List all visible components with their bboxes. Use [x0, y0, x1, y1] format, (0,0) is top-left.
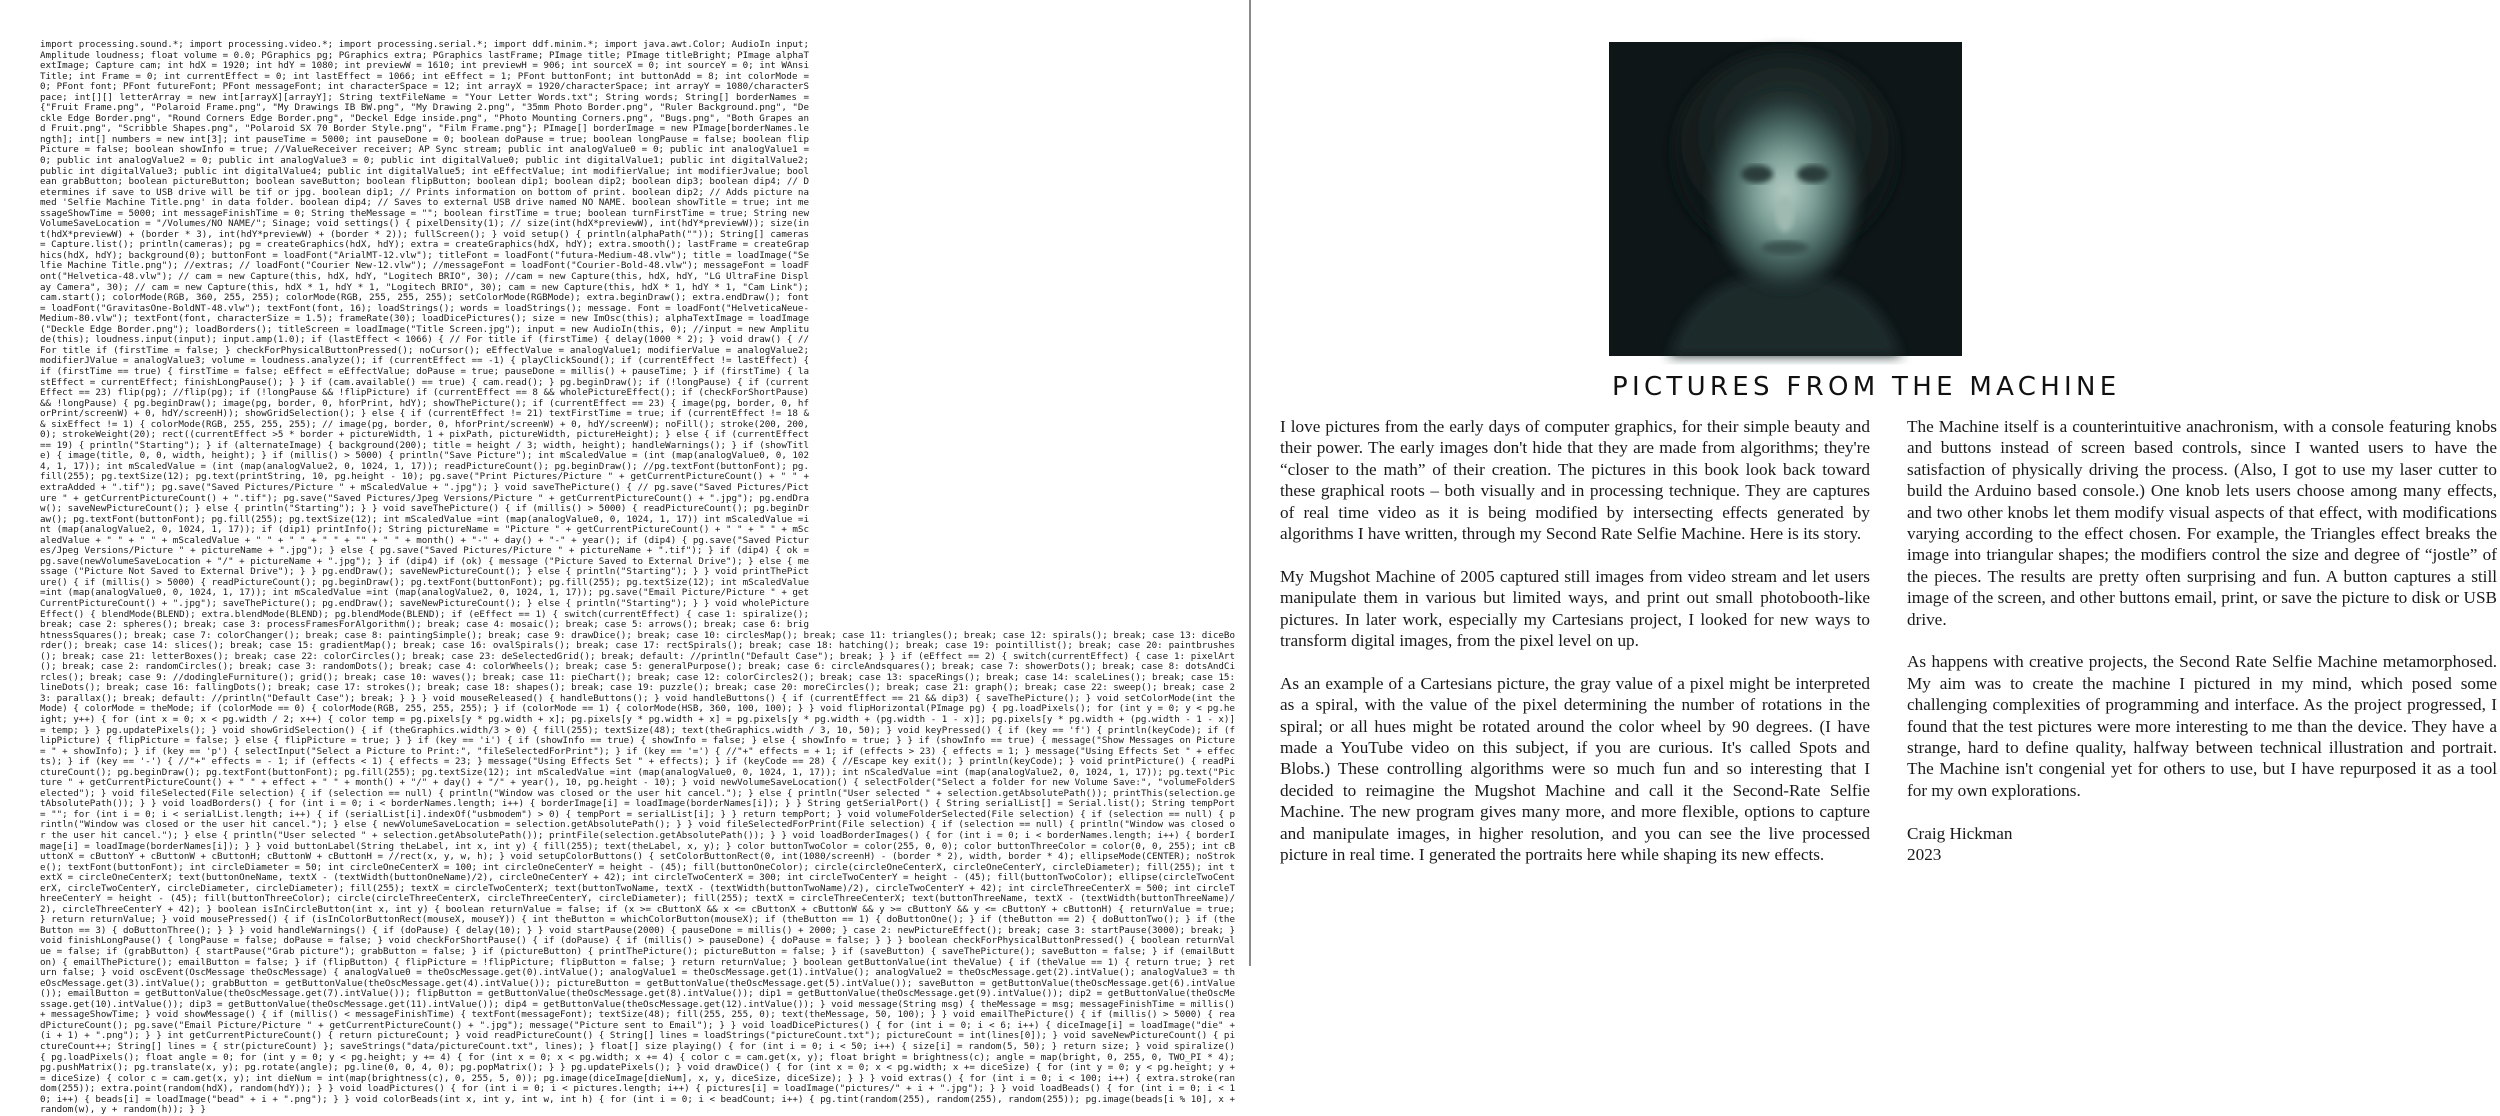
text-column-left — [1280, 416, 1870, 887]
text-column-right — [1907, 416, 2497, 866]
portrait-svg — [1609, 42, 1962, 356]
paragraph: My Mugshot Machine of 2005 captured still images from video stream and let users manipulate them in various but limited ways, and print out small photobooth-like pictures. In later work, especially my Cartesians project, I looked for new ways to transform digital images, from the pixel level on up. — [1280, 566, 1870, 651]
page-title: PICTURES FROM THE MACHINE — [1612, 372, 2121, 402]
paragraph: As an example of a Cartesians picture, the gray value of a pixel might be interpreted as a spiral, with the value of the pixel determining the number of rotations in the spiral; or all hues might be rotated around the color wheel by 90 degrees. (I have made a YouTube video on this subject, if you are curious. It's called Spots and Blobs.) These controlling algorithms were so much fun and so interesting that I decided to reimagine the Mugshot Machine and call it the Second-Rate Selfie Machine. The new program gives many more, and more flexible, options to capture and manipulate images, in higher resolution, and you can see the live processed picture in real time. I generated the portraits here while shaping its new effects. — [1280, 673, 1870, 865]
paragraph: The Machine itself is a counterintuitive anachronism, with a console featuring knobs and buttons instead of screen based controls, since I wanted users to have the satisfaction of physically driving the process. (Also, I got to use my laser cutter to build the Arduino based console.) One knob lets users choose among many effects, and two other knobs let them modify visual aspects of that effect, with modifications varying according to the effect chosen. For example, the Triangles effect breaks the image into triangular shapes; the modifiers control the size and degree of “jostle” of the pieces. The results are pretty often surprising and fun. A button captures a still image of the screen, and other buttons email, print, or save the picture to disk or USB drive. — [1907, 417, 2497, 629]
portrait-face-shape — [1711, 96, 1859, 288]
paragraph: As happens with creative projects, the Second Rate Selfie Machine metamorphosed. My aim was to create the machine I pictured in my mind, which posed some challenging complexities of programming and interface. As the project progressed, I found that the test pictures were more interesting to me than the device. They have a strange, hard to define quality, halfway between technical illustration and portrait. The Machine isn't congenial yet for others to use, but I have repurposed it as a tool for my own explorations. — [1907, 652, 2497, 800]
portrait-right-eye — [1797, 165, 1829, 183]
portrait-left-eye — [1741, 165, 1773, 183]
source-code-block — [40, 39, 1235, 1116]
book-spine — [1249, 0, 1251, 966]
author-name: Craig Hickman — [1907, 823, 2013, 843]
portrait-mouth — [1761, 241, 1809, 255]
code-layout-gap — [815, 508, 1235, 626]
author-year: 2023 — [1907, 845, 1942, 865]
left-page — [0, 0, 1248, 1116]
portrait-image — [1609, 42, 1962, 356]
portrait-nose — [1776, 196, 1794, 232]
source-code-text: import processing.sound.*; import processing.video.*; import processing.serial.*; import ddf.minim.*; import java.awt.Color; AudioIn input; Amplitude loudness; float volume = 0.0; PGraphics pg; PGraphics extra; PGraphics lastFrame; PImage title; PImage titleBright; PImage alphaTextImage; Capture cam; int hdX = 1920; int hdY = 1080; int previewW = 1610; int previewH = 906; int sourceX = 0; int sourceY = 0; int WAnsiTitle; int Frame = 0; int currentEffect = 0; int lastEffect = 1066; int eEffect = 1; PFont buttonFont; int buttonAdd = 8; int colorMode = 0; PFont font; PFont futureFont; PFont messageFont; int characterSpace = 12; int arrayX = 1920/characterSpace; int arrayY = 1080/characterSpace; int[][] letterArray = new int[arrayX][arrayY]; String textFileName = "Your Letter Words.txt"; String words; String[] borderNames = {"Fruit Frame.png", "Polaroid Frame.png", "My Drawings IB BW.png", "My Drawing 2.png", "35mm Photo Border.png", "Ruler Background.png", "Deckle Edge Border.png", "Round Corners Edge Border.png", "Deckel Edge inside.png", "Photo Mounting Corners.png", "Bugs.png", "Both Grapes and Fruit.png", "Scribble Shapes.png", "Polaroid SX 70 Border Style.png", "Film Frame.png"}; PImage[] borderImage = new PImage[borderNames.length]; int[] numbers = new int[3]; int pauseTime = 5000; int pauseDone = 0; boolean doPause = true; boolean longPause = false; boolean flipPicture = false; boolean showInfo = true; //ValueReceiver receiver; AP Sync stream; public int analogValue0 = 0; public int analogValue1 = 0; public int analogValue2 = 0; public int analogValue3 = 0; public int digitalValue0; public int digitalValue1; public int digitalValue2; public int digitalValue3; public int digitalValue4; public int digitalValue5; int eEffectValue; int modifierValue; int modifierJvalue; boolean grabButton; boolean pictureButton; boolean saveButton; boolean flipButton; boolean dip1; boolean dip2; boolean dip3; boolean dip4; // Determines if save to USB drive will be tif or jpg. boolean dip1; // Prints information on bottom of print. boolean dip2; // Adds picture named 'Selfie Machine Title.png' in data folder. boolean dip4; // Saves to external USB drive named NO NAME. boolean showTitle = true; int messageShowTime = 5000; int messageFinishTime = 0; String theMessage = ""; boolean firstTime = true; boolean turnFirstTime = true; String newVolumeSaveLocation = "/Volumes/NO NAME/"; Sinage; void settings() { pixelDensity(1); // size(int(hdX*previewW), int(hdY*previewW)); size(int(hdX*previewW) + (border * 3), int(hdY*previewW) + (border * 2)); fullScreen(); } void setup() { println(alphaPath("")); String[] cameras = Capture.list(); println(cameras); pg = createGraphics(hdX, hdY); extra = createGraphics(hdX, hdY); extra.smooth(); lastFrame = createGraphics(hdX, hdY); background(0); buttonFont = loadFont("ArialMT-12.vlw"); titleFont = loadFont("futura-Medium-48.vlw"); title = loadImage("Selfie Machine Title.png"); //extras; // loadFont("Courier New-12.vlw"); //messageFont = loadFont("Courier-Bold-48.vlw"); messageFont = loadFont("Helvetica-48.vlw"); // cam = new Capture(this, hdX, hdY, "Logitech BRIO", 30); //cam = new Capture(this, hdX, hdY, "LG UltraFine Display Camera", 30); // cam = new Capture(this, hdX * 1, hdY * 1, "Logitech BRIO", 30); cam = new Capture(this, hdX * 1, hdY * 1, "Cam Link"); cam.start(); colorMode(RGB, 360, 255, 255); colorMode(RGB, 255, 255, 255); setColorMode(RGBMode); extra.beginDraw(); extra.endDraw(); font = loadFont("GravitasOne-BoldNT-48.vlw"); textFont(font, 16); loadStrings(); words = loadStrings(); message. Font = loadFont("HelveticaNeue-Medium-80.vlw"); textFont(font, characterSize = 1.5); frameRate(30); loadDicePictures(); size = new ImOsc(this); alphaTextImage = loadImage("Deckle Edge Border.png"); loadBorders(); titleScreen = loadImage("Title Screen.jpg"); input = new AudioIn(this, 0); //input = new Amplitude(this); loudness.input(input); input.amp(1.0); if (lastEffect < 1066) { // For title if (firstTime) { delay(1000 * 2); } void draw() { // For title if (firstTime = false; } checkForPhysicalButtonPressed(); noCursor(); eEffectValue = analogValue1; modifierValue = analogValue2; modifierJValue = analogValue3; volume = loudness.analyze(); if (currentEffect == -1) { playClickSound(); if (currentEffect != lastEffect) { if (firstTime == true) { firstTime = false; eEffect = eEffectValue; doPause = true; pauseDone = millis() + pauseTime; } if (firstTime) { lastEffect = currentEffect; finishLongPause(); } } if (cam.available() == true) { cam.read(); } pg.beginDraw(); if (!longPause) { if (currentEffect == 23) flip(pg); //flip(pg); if (!longPause && !flipPicture) if (currentEffect == 8 && wholePictureEffect(); if (checkForShortPause) && !longPause) { pg.beginDraw(); image(pg, border, 0, hforPrint, hdY); showThePicture(); if (currentEffect == 23) { image(pg, border, 0, hforPrint/screenW) + 0, hdY/screenH)); showGridSelection(); } else { if (currentEffect != 21) textFirstTime = true; if (currentEffect != 18 && sixEffect != 1) { colorMode(RGB, 255, 255, 255); // image(pg, border, 0, hforPrint/screenW) + 0, hdY/screenW); noFill(); stroke(200, 200, 0); strokeWeight(20); rect((currentEffect >5 * border + pictureWidth, 1 + pixPath, pictureWidth, pictureHeight); } else { if (currentEffect == 19) { println("Starting"); } if (alternateImage) { background(200); title = height / 3; width, height); handleWarnings(); } if (showTitle) { image(title, 0, 0, width, height); } if (millis() > 5000) { println("Save Picture"); int mScaledValue = (int (map(analogValue0, 0, 1024, 1, 17)); int mScaledValue = (int (map(analogValue2, 0, 1024, 1, 17)); readPictureCount(); pg.beginDraw(); //pg.textFont(buttonFont); pg.fill(255); pg.textSize(12); pg.text(printString, 10, pg.height - 10); pg.save("Print Pictures/Picture " + getCurrentPictureCount() + " " + extraAdded + ".tif"); pg.save("Saved Pictures/Picture " + mScaledValue + ".jpg"); } void saveThePicture() { // pg.save("Saved Pictures/Picture " + getCurrentPictureCount() + ".tif"); pg.save("Saved Pictures/Jpeg Versions/Picture " + getCurrentPictureCount() + ".jpg"); pg.endDraw(); saveNewPictureCount(); } else { println("Starting"); } } void saveThePicture() { if (millis() > 5000) { readPictureCount(); pg.beginDraw(); pg.textFont(buttonFont); pg.fill(255); pg.textSize(12); int mScaledValue =int (map(analogValue0, 0, 1024, 1, 17)) int mScaledValue =int (map(analogValue2, 0, 1024, 1, 17)); if (dip1) printInfo(); String pictureName = "Picture " + getCurrentPictureCount() + " " + " " + mScaledValue + " " + " " + mScaledValue + " " + " " + " " + "" + " " + month() + "-" + day() + "-" + year(); if (dip4) { pg.save("Saved Pictures/Jpeg Versions/Picture " + pictureName + ".jpg"); } else { pg.save("Saved Pictures/Picture " + pictureName + ".tif"); } if (dip4) { ok = pg.save(newVolumeSaveLocation + "/" + pictureName + ".jpg"); } if (dip4) if (ok) { message ("Picture Saved to External Drive"); } else { message ("Picture Not Saved to External Drive"); } } pg.endDraw(); saveNewPictureCount(); } else { println("Starting"); } } void printThePicture() { if (millis() > 5000) { readPictureCount(); pg.beginDraw(); pg.textFont(buttonFont); pg.fill(255); pg.textSize(12); int mScaledValue =int (map(analogValue0, 0, 1024, 1, 17)); int mScaledValue =int (map(analogValue2, 0, 1024, 1, 17)); pg.save("Email Picture/Picture " + getCurrentPictureCount() + ".jpg"); saveThePicture(); pg.endDraw(); saveNewPictureCount(); } else { println("Starting"); } } void wholePictureEffect() { blendMode(BLEND); extra.blendMode(BLEND); pg.blendMode(BLEND); if (eEffect == 1) { switch(currentEffect) { case 1: spiralize(); break; case 2: spheres(); break; case 3: processFramesForAlgorithm(); break; case 4: mosaic(); break; case 5: arrows(); break; case 6: brightnessSquares(); break; case 7: colorChanger(); break; case 8: paintingSimple(); break; case 9: drawDice(); break; case 10: circlesMap(); break; case 11: triangles(); break; case 12: spirals(); break; case 13: diceBorder(); break; case 14: slices(); break; case 15: gradientMap(); break; case 16: ovalSpirals(); break; case 17: rectSpirals(); break; case 18: hatching(); break; case 19: pointillist(); break; case 20: paintbrushes(); break; case 21: letterBoxes(); break; case 22: colorCircles(); break; case 23: deSelectedGrid(); break; default: //println("Default Case"); break; } } if (eEffect == 2) { switch(currentEffect) { case 1: pixelArt(); break; case 2: randomCircles(); break; case 3: randomDots(); break; case 4: colorWheels(); break; case 5: generalPurpose(); break; case 6: circleAndsquares(); break; case 7: showerDots(); break; case 8: dotsAndCircles(); break; case 9: //dodingleFurniture(); grid(); break; case 10: waves(); break; case 11: pieChart(); break; case 12: colorCircles2(); break; case 13: spaceRings(); break; case 14: scaleLines(); break; case 15: lineDots(); break; case 16: fallingDots(); break; case 17: strokes(); break; case 18: shapes(); break; case 19: puzzle(); break; case 20: moreCircles(); break; case 21: graph(); break; case 22: sweep(); break; case 23: parallax(); break; default: //println("Default Case"); break; } } } void mouseReleased() { handleButtons(); } void handleButtons() { if (currentEffect == 21 && dip3) { saveThePicture(); } void setColorMode(int theMode) { colorMode = theMode; if (colorMode == 0) { colorMode(RGB, 255, 255, 255); } if (colorMode == 1) { colorMode(HSB, 360, 100, 100); } } void flipHorizontal(PImage pg) { pg.loadPixels(); for (int y = 0; y < pg.height; y++) { for (int x = 0; x < pg.width / 2; x++) { color temp = pg.pixels[y * pg.width + x]; pg.pixels[y * pg.width + x] = pg.pixels[y * pg.width + (pg.width - 1 - x)]; pg.pixels[y * pg.width + (pg.width - 1 - x)] = temp; } } pg.updatePixels(); } void showGridSelection() { if (theGraphics.width/3 > 0) { fill(255); textSize(48); text(theGraphics.width / 3, 10, 50); } void keyPressed() { if (key == 'f') { println(keyCode); if (flipPicture) { flipPicture = false; } else { flipPicture = true; } } if (key == 'i') { if (showInfo == true) { showInfo = false; } else { showInfo = true; } } if (showInfo == true) { message("Show Messages on Picture = " + showInfo); } if (key == 'p') { selectInput("Select a Picture to Print:", "fileSelectedForPrint"); } if (key == '=') { //"+" effects = + 1; if (effects > 23) { effects = 1; } message("Using Effects Set " + effects); } if (key == '-') { //"+" effects = - 1; if (effects < 1) { effects = 23; } message("Using Effects Set " + effects); } if (keyCode == 28) { //Escape key exit(); } println(keyCode); } void printPicture() { readPictureCount(); pg.beginDraw(); pg.textFont(buttonFont); pg.fill(255); pg.textSize(12); int mScaledValue =int (map(analogValue0, 0, 1024, 1, 17)); int nScaledValue =int (map(analogValue2, 0, 1024, 1, 17)); pg.text("Picture " + getCurrentPictureCount() + " " + effect + " " + month() + "/" + day() + "/" + year(), 10, pg.height - 10); } void newVolumeSaveLocation() { selectFolder("Select a folder for new Volume Save:", "volumeFolderSelected"); } void fileSelected(File selection) { if (selection == null) { println("Window was closed or the user hit cancel."); } else { println("User selected " + selection.getAbsolutePath()); printThis(selection.getAbsolutePath()); } } void loadBorders() { for (int i = 0; i < borderNames.length; i++) { borderImage[i] = loadImage(borderNames[i]); } } String getSerialPort() { String serialList[] = Serial.list(); String tempPort = ""; for (int i = 0; i < serialList.length; i++) { if (serialList[i].indexOf("usbmodem") > 0) { tempPort = serialList[i]; } } return tempPort; } void volumeFolderSelected(File selection) { if (selection == null) { println("Window was closed or the user hit cancel."); } else { newVolumeSaveLocation = selection.getAbsolutePath(); } } void fileSelectedForPrint(File selection) { if (selection == null) { println("Window was closed or the user hit cancel."); } else { println("User selected " + selection.getAbsolutePath()); printFile(selection.getAbsolutePath()); } } void loadBorderImages() { for (int i = 0; i < borderNames.length; i++) { borderImage[i] = loadImage(borderNames[i]); } } void buttonLabel(String theLabel, int x, int y) { fill(255); text(theLabel, x, y); } color buttonTwoColor = color(255, 0, 0); color buttonThreeColor = color(0, 0, 255); int cButtonX = cButtonY + cButtonW + cButtonH; cButtonW + cButtonH = //rect(x, y, w, h); } void setupColorButtons() { setColorButtonRect(0, int(1080/screenH) - (border * 2), width, border * 4); ellipseMode(CENTER); noStroke(); textFont(buttonFont); int circleDiameter = 50; int circleOneCenterX = 100; int circleOneCenterY = height - (45); fill(buttonOneColor); circle(circleOneCenterX, circleOneCenterY, circleDiameter); fill(255); int textX = circleOneCenterX; text(buttonOneName, textX - (textWidth(buttonOneName)/2), circleOneCenterY + 42); int circleTwoCenterX = 300; int circleTwoCenterY = height - (45); fill(buttonTwoColor); ellipse(circleTwoCenterX, circleTwoCenterY, circleDiameter, circleDiameter); fill(255); textX = circleTwoCenterX; text(buttonTwoName, textX - (textWidth(buttonTwoName)/2), circleTwoCenterY + 42); int circleThreeCenterX = 500; int circleThreeCenterY = height - (45); fill(buttonThreeColor); circle(circleThreeCenterX, circleThreeCenterY, circleDiameter); fill(255); textX = circleThreeCenterX; text(buttonThreeName, textX - (textWidth(buttonThreeName)/2), circleThreeCenterY + 42); } boolean isInCircleButton(int x, int y) { boolean returnValue = false; if (x >= cButtonX && x <= cButtonX + cButtonW && y >= cButtonY && y <= cButtonY + cButtonH) { returnValue = true; } return returnValue; } void mousePressed() { if (isInColorButtonRect(mouseX, mouseY)) { int theButton = whichColorButton(mouseX); if (theButton == 1) { doButtonOne(); } if (theButton == 2) { doButtonTwo(); } if (theButton == 3) { doButtonThree(); } } } void handleWarnings() { if (doPause) { delay(10); } } void startPause(2000) { pauseDone = millis() + 2000; } case 2: newPictureEffect(); break; case 3: startPause(3000); break; } void finishLongPause() { longPause = false; doPause = false; } void checkForShortPause() { if (doPause) { if (millis() > pauseDone) { doPause = false; } } } boolean checkForPhysicalButtonPressed() { boolean returnValue = false; if (grabButton) { startPause("Grab picture"); grabButton = false; } if (pictureButton) { printThePicture(); pictureButton = false; } if (saveButton) { saveThePicture(); saveButton = false; } if (emailButton) { emailThePicture(); emailButton = false; } if (flipButton) { flipPicture = !flipPicture; flipButton = false; } return returnValue; } boolean getButtonValue(int theValue) { if (theValue == 1) { return true; } return false; } void oscEvent(OscMessage theOscMessage) { analogValue0 = theOscMessage.get(0).intValue(); analogValue1 = theOscMessage.get(1).intValue(); analogValue2 = theOscMessage.get(2).intValue(); analogValue3 = theOscMessage.get(3).intValue(); grabButton = getButtonValue(theOscMessage.get(4).intValue()); pictureButton = getButtonValue(theOscMessage.get(5).intValue()); saveButton = getButtonValue(theOscMessage.get(6).intValue()); emailButton = getButtonValue(theOscMessage.get(7).intValue()); flipButton = getButtonValue(theOscMessage.get(8).intValue()); dip1 = getButtonValue(theOscMessage.get(9).intValue()); dip2 = getButtonValue(theOscMessage.get(10).intValue()); dip3 = getButtonValue(theOscMessage.get(11).intValue()); dip4 = getButtonValue(theOscMessage.get(12).intValue()); } void message(String msg) { theMessage = msg; messageFinishTime = millis() + messageShowTime; } void showMessage() { if (millis() < messageFinishTime) { textFont(messageFont); textSize(48); fill(255, 255, 0); text(theMessage, 50, 100); } } void emailThePicture() { if (millis() > 5000) { readPictureCount(); pg.save("Email Picture/Picture " + getCurrentPictureCount() + ".jpg"); message("Picture sent to Email"); } } void loadDicePictures() { for (int i = 0; i < 6; i++) { diceImage[i] = loadImage("die" + (i + 1) + ".png"); } } int getCurrentPictureCount() { return pictureCount; } void readPictureCount() { String[] lines = loadStrings("pictureCount.txt"); pictureCount = int(lines[0]); } void saveNewPictureCount() { pictureCount++; String[] lines = { str(pictureCount) }; saveStrings("data/pictureCount.txt", lines); } float[] size playing() { for (int i = 0; i < 50; i++) { size[i] = random(5, 50); } return size; } void spiralize() { pg.loadPixels(); float angle = 0; for (int y = 0; y < pg.height; y += 4) { for (int x = 0; x < pg.width; x += 4) { color c = cam.get(x, y); float bright = brightness(c); angle = map(bright, 0, 255, 0, TWO_PI * 4); pg.pushMatrix(); pg.translate(x, y); pg.rotate(angle); pg.line(0, 0, 4, 0); pg.popMatrix(); } } pg.updatePixels(); } void drawDice() { for (int x = 0; x < pg.width; x += diceSize) { for (int y = 0; y < pg.height; y += diceSize) { color c = cam.get(x, y); int dieNum = int(map(brightness(c), 0, 255, 5, 0)); pg.image(diceImage[dieNum], x, y, diceSize, diceSize); } } } void extras() { for (int i = 0; i < 100; i++) { extra.stroke(random(255)); extra.point(random(hdX), random(hdY)); } } void loadPictures() { for (int i = 0; i < pictures.length; i++) { pictures[i] = loadImage("pictures/" + i + ".jpg"); } } void loadBeads() { for (int i = 0; i < 10; i++) { beads[i] = loadImage("bead" + i + ".png"); } } void colorBeads(int x, int y, int w, int h) { for (int i = 0; i < beadCount; i++) { pg.tint(random(255), random(255), random(255)); pg.image(beads[i % 10], x + random(w), y + random(h)); } } — [40, 39, 1235, 1116]
paragraph: I love pictures from the early days of computer graphics, for their simple beauty and their power. The early images don't hide that they are made from algorithms; they're “closer to the math” of their creation. The pictures in this book look back toward these graphical roots – both visually and in processing technique. They are captures of real time video as it is being modified by intersecting effects generated by algorithms I have written, through my Second Rate Selfie Machine. Here is its story. — [1280, 417, 1870, 544]
